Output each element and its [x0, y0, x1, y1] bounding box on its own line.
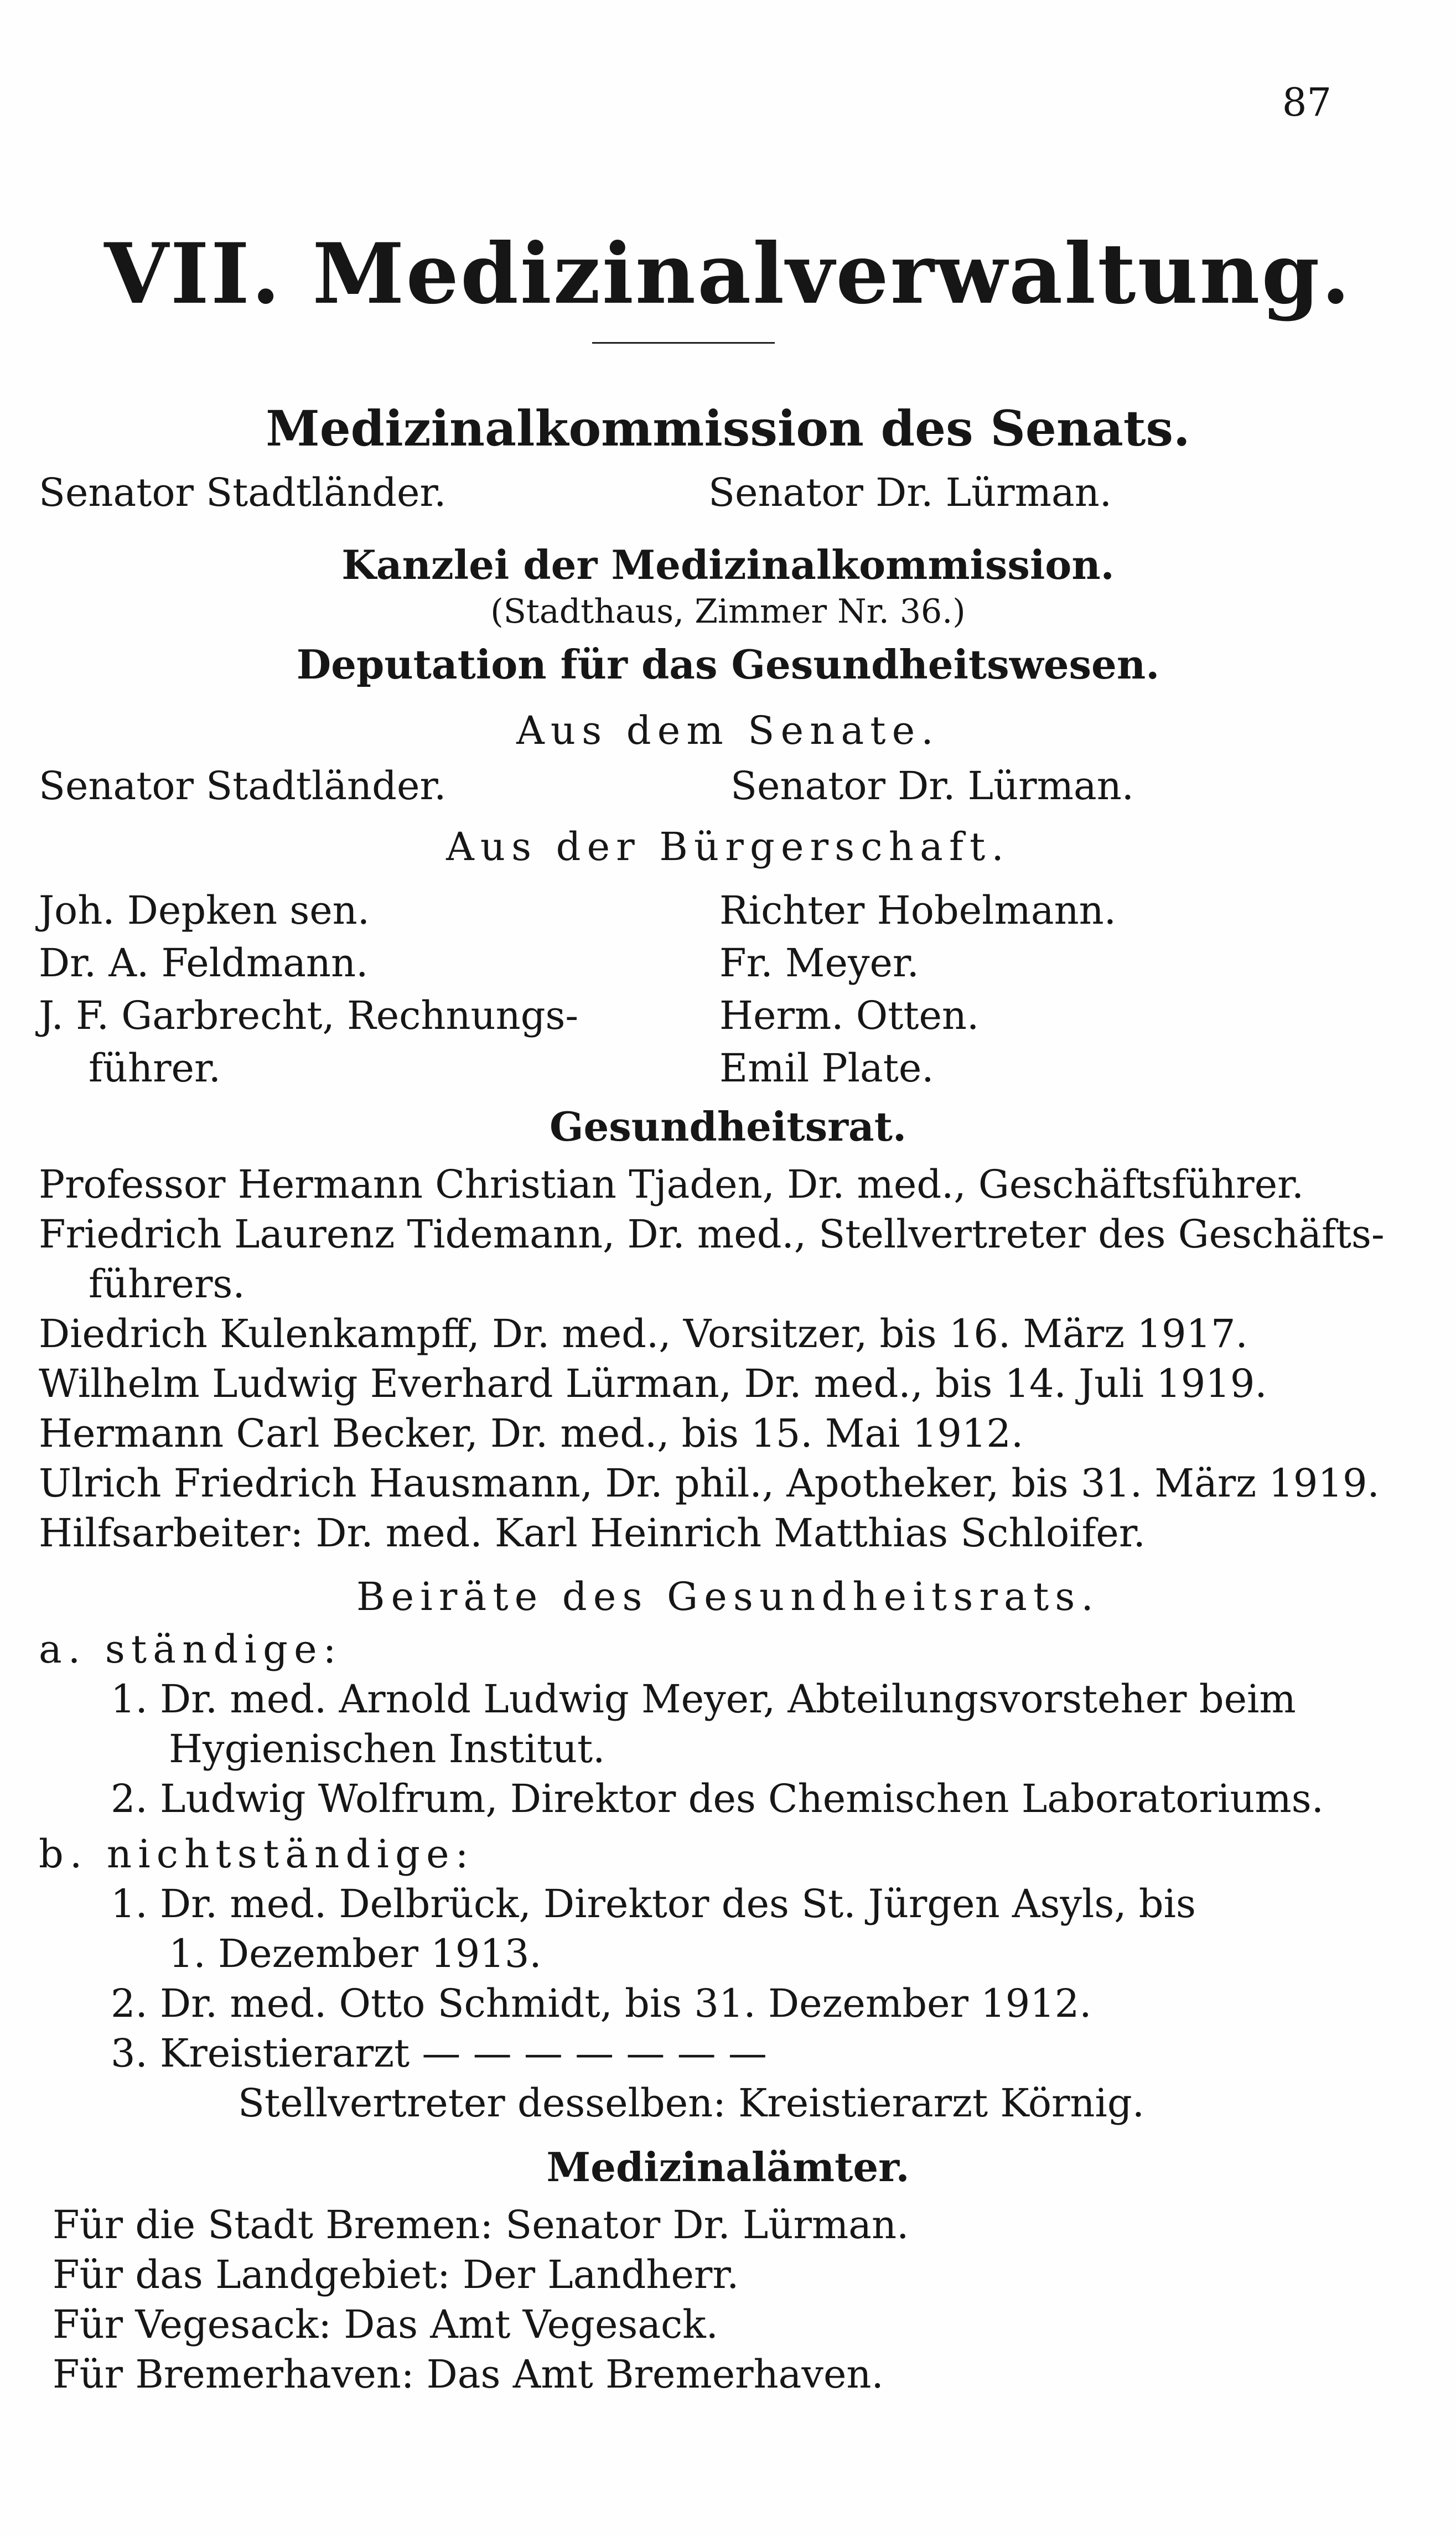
member-left: Dr. A. Feldmann.: [39, 940, 369, 986]
office-entry: Für Vegesack: Das Amt Vegesack.: [53, 2302, 718, 2347]
page-title: VII. Medizinalverwaltung.: [104, 225, 1352, 323]
section-heading-medizinalkommission: Medizinalkommission des Senats.: [266, 400, 1190, 457]
office-entry: Für die Stadt Bremen: Senator Dr. Lürman.: [53, 2202, 909, 2248]
subheading-senate: Aus dem Senate.: [516, 708, 940, 753]
title-divider: [592, 342, 775, 344]
member-left: J. F. Garbrecht, Rechnungs-: [39, 993, 579, 1038]
council-member-continuation: führers.: [89, 1261, 245, 1307]
council-member: Ulrich Friedrich Hausmann, Dr. phil., Apotheker, bis 31. März 1919.: [39, 1461, 1380, 1506]
section-heading-deputation: Deputation für das Gesundheitswesen.: [296, 641, 1160, 688]
list-item: 2. Ludwig Wolfrum, Direktor des Chemischen Laboratoriums.: [111, 1776, 1324, 1821]
subheading-buergerschaft: Aus der Bürgerschaft.: [446, 824, 1010, 869]
member-left: Senator Stadtländer.: [39, 763, 447, 809]
member-right: Fr. Meyer.: [719, 940, 919, 986]
member-right: Richter Hobelmann.: [719, 888, 1116, 933]
section-heading-gesundheitsrat: Gesundheitsrat.: [549, 1103, 907, 1150]
council-member: Professor Hermann Christian Tjaden, Dr. med., Geschäftsführer.: [39, 1162, 1304, 1207]
council-member: Hermann Carl Becker, Dr. med., bis 15. Mai 1912.: [39, 1411, 1024, 1456]
list-item-continuation: Hygienischen Institut.: [169, 1726, 605, 1772]
list-item: 3. Kreistierarzt — — — — — — —: [111, 2031, 767, 2076]
subheading-beiraete: Beiräte des Gesundheitsrats.: [356, 1574, 1100, 1619]
council-member: Diedrich Kulenkampff, Dr. med., Vorsitzer, bis 16. März 1917.: [39, 1311, 1248, 1356]
member-right: Herm. Otten.: [719, 993, 980, 1038]
kanzlei-address: (Stadthaus, Zimmer Nr. 36.): [490, 592, 966, 631]
list-label-a: a. ständige:: [39, 1627, 343, 1672]
list-label-b: b. nichtständige:: [39, 1831, 475, 1877]
office-entry: Für Bremerhaven: Das Amt Bremerhaven.: [53, 2352, 884, 2397]
list-item: 2. Dr. med. Otto Schmidt, bis 31. Dezember 1912.: [111, 1981, 1092, 2026]
member-right: Emil Plate.: [719, 1045, 934, 1091]
section-heading-kanzlei: Kanzlei der Medizinalkommission.: [341, 541, 1115, 588]
member-left-continuation: führer.: [89, 1045, 221, 1091]
list-item-substitute: Stellvertreter desselben: Kreistierarzt Körnig.: [238, 2080, 1144, 2126]
council-assistant: Hilfsarbeiter: Dr. med. Karl Heinrich Matthias Schloifer.: [39, 1510, 1146, 1556]
list-item-continuation: 1. Dezember 1913.: [169, 1931, 542, 1976]
member-left: Senator Stadtländer.: [39, 470, 447, 515]
office-entry: Für das Landgebiet: Der Landherr.: [53, 2252, 739, 2297]
member-right: Senator Dr. Lürman.: [730, 763, 1134, 809]
member-left: Joh. Depken sen.: [39, 888, 370, 933]
council-member: Wilhelm Ludwig Everhard Lürman, Dr. med., bis 14. Juli 1919.: [39, 1361, 1267, 1406]
section-heading-medizinalaemter: Medizinalämter.: [546, 2143, 910, 2191]
list-item: 1. Dr. med. Delbrück, Direktor des St. Jürgen Asyls, bis: [111, 1881, 1196, 1927]
member-right: Senator Dr. Lürman.: [708, 470, 1112, 515]
list-item: 1. Dr. med. Arnold Ludwig Meyer, Abteilungsvorsteher beim: [111, 1676, 1296, 1722]
page-number: 87: [1282, 80, 1331, 125]
council-member: Friedrich Laurenz Tidemann, Dr. med., Stellvertreter des Geschäfts-: [39, 1211, 1385, 1257]
